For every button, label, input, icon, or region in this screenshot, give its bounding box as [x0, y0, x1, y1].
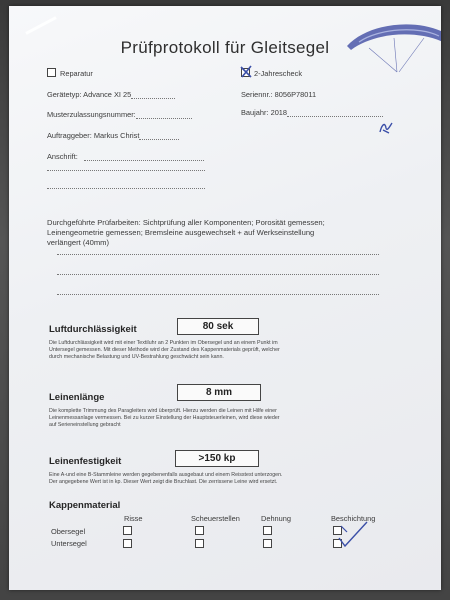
reparatur-label: Reparatur [60, 69, 93, 78]
checkbox-untersegel-scheuerstellen [195, 539, 204, 548]
luft-heading: Luftdurchlässigkeit [49, 324, 137, 335]
blank-line [57, 294, 379, 295]
fill-dots [136, 111, 192, 119]
row-untersegel: Untersegel [51, 539, 87, 548]
fill-dots [139, 132, 179, 140]
blank-line [47, 188, 205, 189]
auftraggeber-text: Auftraggeber: Markus Christ [47, 131, 140, 140]
col-beschichtung: Beschichtung [331, 514, 376, 523]
col-scheuerstellen: Scheuerstellen [191, 514, 240, 523]
leine-desc-line: auf Serieneinstellung gebracht [49, 422, 121, 428]
blank-line [47, 170, 205, 171]
page-title: Prüfprotokoll für Gleitsegel [120, 38, 330, 57]
checkbox-untersegel-risse [123, 539, 132, 548]
anschrift-line [47, 152, 204, 161]
pen-check-mark-icon [335, 518, 371, 550]
row-obersegel: Obersegel [51, 527, 86, 536]
checkbox-obersegel-dehnung [263, 526, 272, 535]
col-dehnung: Dehnung [261, 514, 291, 523]
reparatur-option [47, 68, 93, 78]
anschrift-text: Anschrift: [47, 152, 78, 161]
fest-value: >150 kp [175, 450, 259, 467]
kappe-heading: Kappenmaterial [49, 500, 121, 511]
fest-desc-line: Der angegebene Wert ist in kp. Dieser Wert zeigt die Bruchlast. Die zerrissene Leine wird ersetzt. [49, 479, 278, 485]
geraetetyp-line [47, 90, 175, 99]
leine-desc-line: Leinenmessanlage vermessen. Bei zu kurzer Einstellung der Hauptsteuerleinen, wird diese wieder [49, 415, 280, 421]
checkbox-obersegel-risse [123, 526, 132, 535]
leine-desc-line: Die komplette Trimmung des Paragleiters wird überprüft. Hierzu werden die Leinen mit Hilfe einer [49, 408, 277, 414]
blank-line [57, 274, 379, 275]
jahrescheck-option [241, 68, 302, 78]
luft-value: 80 sek [177, 318, 259, 335]
pen-check-mark-icon [239, 65, 255, 79]
musterzulassung-line [47, 110, 192, 119]
fest-description [49, 472, 429, 486]
fill-dots [287, 109, 383, 117]
luft-desc-line: Die Luftdurchlässigkeit wird mit einer Textiluhr an 2 Punkten im Obersegel und an einem Punkt im [49, 340, 278, 346]
fest-heading: Leinenfestigkeit [49, 456, 122, 467]
jahrescheck-checkbox [241, 68, 250, 77]
luft-desc-line: durch mechanische Belastung und UV-Bestrahlung geschwächt sein kann. [49, 354, 224, 360]
pen-scribble-icon [377, 118, 395, 136]
col-risse: Risse [124, 514, 143, 523]
checkbox-obersegel-scheuerstellen [195, 526, 204, 535]
fill-dots [84, 153, 204, 161]
leine-description [49, 408, 429, 429]
baujahr-text: Baujahr: 2018 [241, 108, 288, 117]
reparatur-checkbox [47, 68, 56, 77]
blank-line [57, 254, 379, 255]
fest-desc-line: Eine A-und eine B-Stammleine werden gegebenenfalls ausgebaut und einem Reisstest unterzogen. [49, 472, 283, 478]
auftraggeber-line [47, 131, 179, 140]
document-page [9, 6, 441, 590]
pruefarbeiten-line-1: Durchgeführte Prüfarbeiten: Sichtprüfung aller Komponenten; Porosität gemessen; [47, 218, 325, 227]
musterzulassung-text: Musterzulassungsnummer: [47, 110, 136, 119]
leine-value: 8 mm [177, 384, 261, 401]
seriennr-text: Seriennr.: 8056P78011 [241, 90, 317, 99]
luft-desc-line: Untersegel gemessen. Mit dieser Methode wird der Zustand des Kappenmaterials geprüft, welcher [49, 347, 280, 353]
luft-description [49, 340, 429, 361]
checkbox-untersegel-dehnung [263, 539, 272, 548]
pruefarbeiten-line-3: verlängert (40mm) [47, 238, 110, 247]
fill-dots [131, 91, 175, 99]
pruefarbeiten-line-2: Leinengeometrie gemessen; Bremsleine ausgewechselt + auf Werkseinstellung [47, 228, 315, 237]
baujahr-line [241, 108, 383, 117]
jahrescheck-label: 2-Jahrescheck [254, 69, 303, 78]
light-glare [25, 16, 56, 35]
leine-heading: Leinenlänge [49, 392, 105, 403]
geraetetyp-text: Gerätetyp: Advance XI 25 [47, 90, 132, 99]
